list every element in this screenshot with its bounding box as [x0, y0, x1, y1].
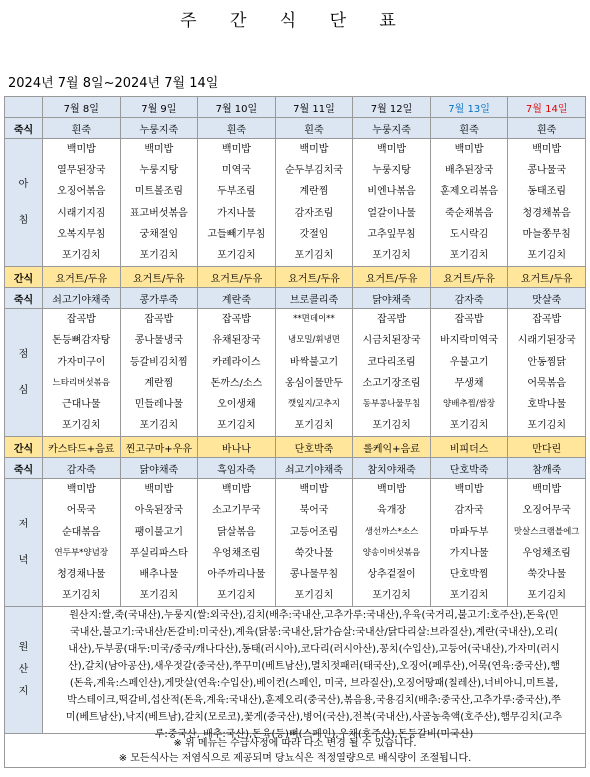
menu-item: 포기김치: [61, 249, 101, 261]
menu-item: 감자국: [454, 505, 484, 517]
lunch-day-cell: [430, 309, 508, 437]
origin-text-wrap: [45, 607, 583, 741]
menu-item: 청경채나물: [57, 569, 106, 580]
date-range: 2024년 7월 8일~2024년 7월 14일: [8, 76, 219, 91]
origin-text: [43, 607, 586, 741]
menu-item: 포기김치: [527, 420, 566, 432]
lunch-day-cell: [353, 309, 431, 437]
weekly-menu-table: [4, 96, 586, 768]
dinner-day-cell: [508, 479, 586, 607]
menu-item: 호박나물: [527, 398, 566, 410]
afternoon-snack-cell: 카스타드+음료: [43, 437, 121, 458]
menu-item: 단호박찜: [449, 569, 489, 580]
menu-item: 포기김치: [449, 249, 489, 261]
menu-item: 유채된장국: [212, 335, 261, 347]
menu-item: 민들레나물: [134, 398, 183, 410]
dinner-label-char: 저: [18, 518, 29, 530]
menu-item: 백미밥: [299, 484, 329, 496]
menu-item: 백미밥: [454, 144, 484, 155]
menu-item: 포기김치: [372, 249, 411, 261]
menu-item: 깻잎지/고추지: [287, 398, 341, 409]
menu-item: 갓절임: [299, 228, 329, 240]
menu-item: 콩나물냉국: [134, 335, 183, 347]
menu-item: 잡곡밥: [532, 314, 562, 326]
menu-item: 미역국: [221, 165, 251, 177]
menu-item: 오복지무침: [57, 228, 106, 240]
menu-item: 오징어무국: [522, 505, 571, 517]
breakfast-label-char: 아: [18, 178, 29, 190]
origin-line: 국내산,불고기:국내산/돈갈비:미국산),계육(닭봉:국내산,닭가슴살:국내산/닭다리살:브라질산),계란(국내산),오리(: [70, 627, 558, 639]
afternoon-snack-cell: 단호박죽: [275, 437, 353, 458]
morning-snack-row: [5, 267, 586, 288]
menu-item: 백미밥: [377, 144, 407, 155]
menu-item: 옹심이물만두: [284, 377, 343, 389]
menu-item: 백미밥: [221, 484, 251, 496]
origin-label-char: 지: [18, 686, 29, 698]
day-header: 7월 10일: [198, 97, 276, 118]
menu-item: 누룽지탕: [372, 165, 411, 177]
page-title: 주 간 식 단 표: [180, 11, 410, 31]
notes-row: [5, 734, 586, 768]
afternoon-snack-cell: 비피더스: [430, 437, 508, 458]
day-header-row: [5, 97, 586, 118]
menu-item: 콩나물무침: [289, 569, 339, 580]
dinner-day-cell: [120, 479, 198, 607]
lunch-porridge-cell: 계란죽: [198, 288, 276, 309]
menu-item: 두부조림: [217, 186, 256, 198]
menu-item: 잡곡밥: [221, 314, 251, 326]
menu-item: 백미밥: [144, 144, 174, 155]
menu-item: 백미밥: [66, 484, 96, 496]
morning-porridge-cell: 흰죽: [43, 118, 121, 139]
menu-item: 포기김치: [61, 590, 101, 602]
menu-item: 소고기무국: [212, 505, 261, 517]
lunch-porridge-cell: 브로콜리죽: [275, 288, 353, 309]
morning-porridge-row: [5, 118, 586, 139]
lunch-day-cell: [198, 309, 276, 437]
menu-item: 동부콩나물무침: [362, 398, 421, 409]
menu-item: 팽이불고기: [134, 526, 183, 538]
morning-porridge-label: 죽식: [5, 118, 43, 139]
menu-item: 안동찜닭: [527, 356, 566, 368]
menu-item: 궁채절임: [139, 228, 179, 240]
menu-item: 백미밥: [377, 484, 407, 496]
menu-item: 쑥갓나물: [294, 547, 334, 559]
afternoon-snack-row: [5, 437, 586, 458]
dinner-porridge-cell: 단호박죽: [430, 458, 508, 479]
dinner-day-cell: [198, 479, 276, 607]
menu-item: 시래기지짐: [57, 207, 106, 219]
lunch-porridge-cell: 맛살죽: [508, 288, 586, 309]
menu-item: 돈까스/소스: [210, 377, 263, 389]
menu-item: 백미밥: [221, 144, 251, 155]
menu-item: 돈등뼈감자탕: [52, 335, 111, 347]
menu-item: 가자미구이: [57, 356, 106, 368]
lunch-porridge-label: 죽식: [5, 288, 43, 309]
menu-item: 포기김치: [217, 420, 256, 432]
menu-item: 미트볼조림: [134, 186, 183, 198]
dinner-day-cell: [430, 479, 508, 607]
menu-item: 고추잎무침: [367, 228, 416, 240]
day-header: 7월 14일: [508, 97, 586, 118]
menu-item: 포기김치: [527, 590, 566, 602]
dinner-porridge-cell: 참깨죽: [508, 458, 586, 479]
menu-item: 표고버섯볶음: [129, 207, 188, 219]
morning-porridge-cell: 누룽지죽: [120, 118, 198, 139]
origin-line: 산),갈치(남아공산),새우젓갈(중국산),쭈꾸미(베트남산),멸치젓패러(태국산),오징어(페루산),어묵(연육:중국산),햄: [68, 661, 560, 673]
dinner-porridge-cell: 감자죽: [43, 458, 121, 479]
menu-item: 백미밥: [144, 484, 174, 496]
lunch-porridge-cell: 쇠고기야채죽: [43, 288, 121, 309]
menu-item: 고등어조림: [289, 526, 339, 538]
lunch-label-char: 심: [18, 384, 29, 396]
lunch-day-cell: [120, 309, 198, 437]
menu-item: 포기김치: [139, 590, 179, 602]
menu-item: 포기김치: [449, 420, 489, 432]
day-header: 7월 11일: [275, 97, 353, 118]
morning-porridge-cell: 흰죽: [430, 118, 508, 139]
menu-item: 포기김치: [217, 590, 256, 602]
menu-item: 우엉채조림: [212, 547, 261, 559]
day-header: 7월 8일: [43, 97, 121, 118]
dinner-porridge-label: 죽식: [5, 458, 43, 479]
menu-item: **면데이**: [293, 314, 335, 325]
menu-item: 포기김치: [61, 420, 101, 432]
menu-item: 시래기된장국: [517, 335, 576, 347]
origin-line: 루:중국산, 배추:국산),돈육(등)뼈(스페인),우채(호주산),돈등갈비(미국산): [154, 729, 474, 741]
day-header: 7월 12일: [353, 97, 431, 118]
menu-item: 마파두부: [449, 526, 489, 538]
breakfast-label: [5, 139, 43, 267]
menu-item: 동태조림: [527, 186, 566, 198]
menu-item: 얼갈이나물: [367, 207, 416, 219]
menu-item: 가지나물: [449, 547, 489, 559]
menu-item: 맛살스크램블에그: [513, 526, 580, 537]
origin-row: [5, 607, 586, 734]
menu-item: 잡곡밥: [454, 314, 484, 326]
menu-item: 바지락미역국: [440, 335, 499, 347]
morning-snack-cell: 요거트/두유: [120, 267, 198, 288]
morning-snack-cell: 요거트/두유: [43, 267, 121, 288]
notes-cell: [5, 734, 586, 768]
dinner-row: [5, 479, 586, 607]
dinner-porridge-cell: 닭야채죽: [120, 458, 198, 479]
morning-porridge-cell: 흰죽: [275, 118, 353, 139]
menu-item: 잡곡밥: [66, 314, 96, 326]
menu-item: 양송이버섯볶음: [362, 547, 421, 558]
breakfast-day-cell: [275, 139, 353, 267]
menu-item: 고들빼기무침: [207, 228, 266, 240]
note-line: ※ 위 메뉴는 수급사정에 따라 다소 변경 될 수 있습니다.: [173, 737, 417, 749]
menu-item: 느타리버섯볶음: [52, 377, 111, 388]
menu-item: 비엔나볶음: [367, 186, 416, 198]
menu-item: 백미밥: [66, 144, 96, 155]
menu-item: 백미밥: [532, 484, 562, 496]
breakfast-label-char: 침: [18, 214, 29, 226]
menu-item: 소고기장조림: [362, 377, 421, 389]
menu-item: 등갈비김치찜: [129, 356, 188, 368]
menu-item: 북어국: [299, 505, 329, 517]
morning-snack-cell: 요거트/두유: [275, 267, 353, 288]
origin-line: 미(베트남산),낙지(베트남),갈치(모로코),꽃게(중국산),병어(국산),전복(국내산),사골농축액(호주산),햄무김치(고추: [65, 712, 563, 724]
lunch-day-cell: [43, 309, 121, 437]
lunch-row: [5, 309, 586, 437]
menu-item: 포기김치: [294, 420, 334, 432]
note-line: ※ 모든식사는 저염식으로 제공되며 당뇨식은 적정열량으로 배식량이 조절됩니다.: [118, 752, 472, 764]
menu-item: 순두부김치국: [284, 165, 343, 177]
menu-item: 어묵국: [66, 505, 96, 517]
menu-item: 마늘쫑무침: [522, 228, 571, 240]
dinner-day-cell: [43, 479, 121, 607]
lunch-porridge-row: [5, 288, 586, 309]
menu-item: 닭살볶음: [217, 526, 256, 538]
menu-item: 순대볶음: [61, 526, 101, 538]
menu-item: 무생채: [454, 377, 484, 389]
menu-item: 양배추찜/쌈장: [443, 398, 496, 409]
menu-item: 상추겉절이: [367, 569, 416, 580]
menu-item: 배추나물: [139, 569, 179, 580]
breakfast-day-cell: [198, 139, 276, 267]
menu-item: 배추된장국: [444, 165, 494, 177]
origin-label: [5, 607, 43, 734]
menu-item: 푸실리파스타: [129, 547, 188, 559]
menu-item: 가지나물: [217, 207, 256, 219]
menu-item: 계란찜: [299, 186, 329, 198]
origin-line: 내산),두부콩(대두:미국/중국/캐나다산),동태(러시아),코다리(러시아산),꽁치(수입산),고등어(국내산),가자미(러시: [68, 644, 560, 656]
menu-item: 열무된장국: [57, 165, 106, 177]
afternoon-snack-cell: 바나나: [198, 437, 276, 458]
menu-item: 아욱된장국: [134, 505, 183, 517]
breakfast-day-cell: [120, 139, 198, 267]
morning-porridge-cell: 흰죽: [508, 118, 586, 139]
morning-snack-cell: 요거트/두유: [508, 267, 586, 288]
menu-item: 바싹불고기: [289, 356, 339, 368]
menu-item: 포기김치: [372, 590, 411, 602]
menu-item: 도시락김: [449, 228, 489, 240]
origin-label-char: 산: [18, 664, 29, 676]
menu-item: 포기김치: [294, 249, 334, 261]
menu-item: 쑥갓나물: [527, 569, 566, 580]
day-header: 7월 9일: [120, 97, 198, 118]
menu-item: 포기김치: [527, 249, 566, 261]
morning-snack-cell: 요거트/두유: [198, 267, 276, 288]
menu-item: 카레라이스: [212, 356, 261, 368]
dinner-porridge-cell: 흑임자죽: [198, 458, 276, 479]
menu-item: 아주까리나물: [207, 569, 266, 580]
morning-snack-cell: 요거트/두유: [353, 267, 431, 288]
menu-item: 우엉채조림: [522, 547, 571, 559]
menu-item: 포기김치: [217, 249, 256, 261]
menu-item: 콩나물국: [527, 165, 566, 177]
breakfast-day-cell: [508, 139, 586, 267]
menu-item: 연두부*양념장: [54, 547, 109, 558]
menu-item: 오징어볶음: [57, 186, 106, 198]
menu-item: 백미밥: [299, 144, 329, 155]
menu-item: 백미밥: [532, 144, 562, 155]
origin-line: 원산지:쌀,죽(국내산),누룽지(쌀:외국산),김치(배추:국내산,고추가루:국내산),우육(국거리,불고기:호주산),돈육(민: [69, 610, 559, 622]
menu-item: 근대나물: [61, 398, 101, 410]
menu-item: 포기김치: [139, 249, 179, 261]
menu-item: 잡곡밥: [144, 314, 174, 326]
lunch-porridge-cell: 감자죽: [430, 288, 508, 309]
menu-item: 포기김치: [294, 590, 334, 602]
menu-item: 육개장: [377, 505, 407, 517]
breakfast-day-cell: [43, 139, 121, 267]
dinner-label: [5, 479, 43, 607]
menu-item: 포기김치: [449, 590, 489, 602]
afternoon-snack-label: 간식: [5, 437, 43, 458]
menu-item: 백미밥: [454, 484, 484, 496]
morning-snack-cell: 요거트/두유: [430, 267, 508, 288]
menu-item: 냉모밀/휘냉면: [287, 335, 341, 346]
menu-item: 청경채볶음: [522, 207, 571, 219]
dinner-porridge-cell: 쇠고기야채죽: [275, 458, 353, 479]
day-header: 7월 13일: [430, 97, 508, 118]
dinner-label-char: 녁: [18, 554, 29, 566]
origin-line: (돈육,계육:스페인산),게맛살(연육:수입산),베이컨(스페인, 미국, 브라질산),오징어땅패(칠레산),너비아니,미트볼,: [69, 678, 559, 690]
origin-line: 박스테이크,떡갈비,섭산적(돈육,계육:국내산),훈제오리(중국산),볶음용,국용김치(배추:중국산,고추가루:중국산),쭈: [67, 695, 561, 707]
dinner-porridge-cell: 참치야채죽: [353, 458, 431, 479]
menu-item: 시금치된장국: [362, 335, 421, 347]
lunch-porridge-cell: 콩가루죽: [120, 288, 198, 309]
morning-porridge-cell: 흰죽: [198, 118, 276, 139]
morning-porridge-cell: 누룽지죽: [353, 118, 431, 139]
menu-item: 포기김치: [139, 420, 179, 432]
dinner-porridge-row: [5, 458, 586, 479]
lunch-day-cell: [275, 309, 353, 437]
breakfast-day-cell: [430, 139, 508, 267]
menu-item: 우불고기: [449, 356, 489, 368]
lunch-day-cell: [508, 309, 586, 437]
menu-item: 훈제오리볶음: [440, 186, 499, 198]
menu-item: 오이생채: [217, 398, 256, 410]
lunch-porridge-cell: 닭야채죽: [353, 288, 431, 309]
menu-item: 포기김치: [372, 420, 411, 432]
origin-label-char: 원: [18, 642, 29, 654]
menu-item: 누룽지탕: [139, 165, 179, 177]
breakfast-row: [5, 139, 586, 267]
dinner-day-cell: [275, 479, 353, 607]
morning-snack-label: 간식: [5, 267, 43, 288]
menu-item: 생선까스*소스: [364, 526, 419, 537]
afternoon-snack-cell: 찐고구마+우유: [120, 437, 198, 458]
header-corner: [5, 97, 43, 118]
menu-item: 계란찜: [144, 377, 174, 389]
menu-item: 죽순채볶음: [444, 207, 494, 219]
menu-item: 잡곡밥: [377, 314, 407, 326]
menu-item: 어묵볶음: [527, 377, 566, 389]
breakfast-day-cell: [353, 139, 431, 267]
dinner-day-cell: [353, 479, 431, 607]
menu-item: 감자조림: [294, 207, 334, 219]
afternoon-snack-cell: 롤케익+음료: [353, 437, 431, 458]
lunch-label-char: 점: [18, 348, 29, 360]
afternoon-snack-cell: 만다린: [508, 437, 586, 458]
menu-item: 코다리조림: [367, 356, 416, 368]
lunch-label: [5, 309, 43, 437]
